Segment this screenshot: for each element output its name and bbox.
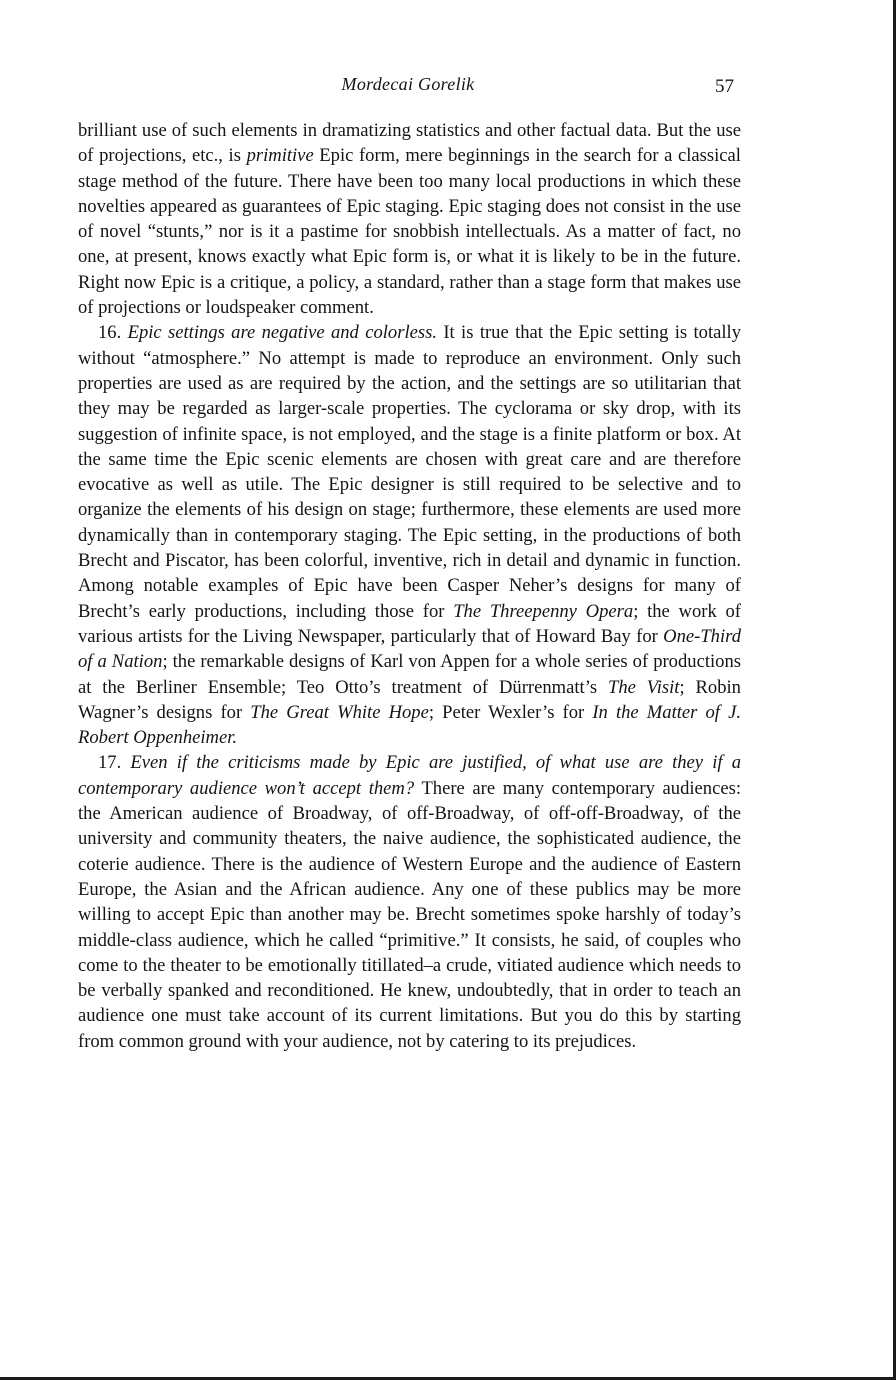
body-text	[78, 118, 741, 1054]
title-threepenny-opera: The Threepenny Opera	[453, 600, 634, 622]
paragraph-continuation	[78, 118, 741, 320]
paragraph-17	[78, 750, 741, 1054]
text-run: It is true that the Epic setting is totally without “atmosphere.” No attempt is made to reproduce an environment. Only such properties are used as are required by the action, and the settings are so utilitarian that they may be regarded as larger-scale properties. The cyclorama or sky drop, with its suggestion of infinite space, is not employed, and the stage is a finite platform or box. At the same time the Epic scenic elements are chosen with great care and are therefore evocative as well as utile. The Epic designer is still required to be selective and to organize the elements of his design on stage; furthermore, these elements are used more dynamically than in contemporary staging. The Epic setting, in the productions of both Brecht and Piscator, has been colorful, inventive, rich in detail and dynamic in function. Among notable examples of Epic have been Casper Neher’s designs for many of Brecht’s early productions, including those for	[78, 322, 741, 622]
text-run: ; the remarkable designs of Karl von Appen for a whole series of productions at the Berliner Ensemble; Teo Otto’s treatment of Dürrenmatt’s	[78, 651, 741, 698]
title-one-third-of-a-nation: One-Third of a Nation	[78, 625, 741, 673]
page-header	[78, 74, 738, 102]
text-run: ; the work of various artists for the Living Newspaper, particularly that of Howard Bay for	[78, 600, 742, 647]
italic-run: primitive	[246, 145, 314, 167]
item-number: 17.	[98, 752, 131, 774]
paragraph-16	[78, 320, 741, 750]
text-run: There are many contemporary audiences: the American audience of Broadway, of off-Broadway, of off-off-Broadway, of the university and community theaters, the naive audience, the sophisticated audience, the coterie audience. There is the audience of Western Europe and the audience of Eastern Europe, the Asian and the African audience. Any one of these publics may be more willing to accept Epic than another may be. Brecht sometimes spoke harshly of today’s middle-class audience, which he called “primitive.” It consists, he said, of couples who come to the theater to be emotionally titillated–a crude, vitiated audience which needs to be verbally spanked and reconditioned. He knew, undoubtedly, that in order to teach an audience one must take account of its current limitations. But you do this by starting from common ground with your audience, not by catering to its prejudices.	[78, 777, 741, 1052]
italic-heading: Epic settings are negative and colorless.	[127, 322, 437, 344]
text-run: ; Peter Wexler’s for	[428, 701, 593, 723]
text-run: Epic form, mere beginnings in the search for a classical stage method of the future. There have been too many local productions in which these novelties appeared as guarantees of Epic staging. Epic staging does not consist in the use of novel “stunts,” nor is it a pastime for snobbish intellectuals. As a matter of fact, no one, at present, knows exactly what Epic form is, or what it is likely to be in the future. Right now Epic is a critique, a policy, a standard, rather than a stage form that makes use of projections or loudspeaker comment.	[78, 145, 741, 319]
page-number: 57	[715, 76, 734, 97]
italic-heading: Even if the criticisms made by Epic are justified, of what use are they if a contemporary audience won’t accept them?	[78, 752, 741, 799]
item-number: 16.	[98, 322, 128, 344]
title-the-visit: The Visit	[607, 676, 680, 698]
title-oppenheimer: In the Matter of J. Robert Oppenheimer.	[78, 701, 741, 749]
text-run: ; Robin Wagner’s designs for	[78, 676, 741, 723]
running-head: Mordecai Gorelik	[341, 74, 475, 94]
title-great-white-hope: The Great White Hope	[250, 701, 429, 723]
text-run: brilliant use of such elements in dramatizing statistics and other factual data. But the use of projections, etc., is	[78, 120, 741, 167]
